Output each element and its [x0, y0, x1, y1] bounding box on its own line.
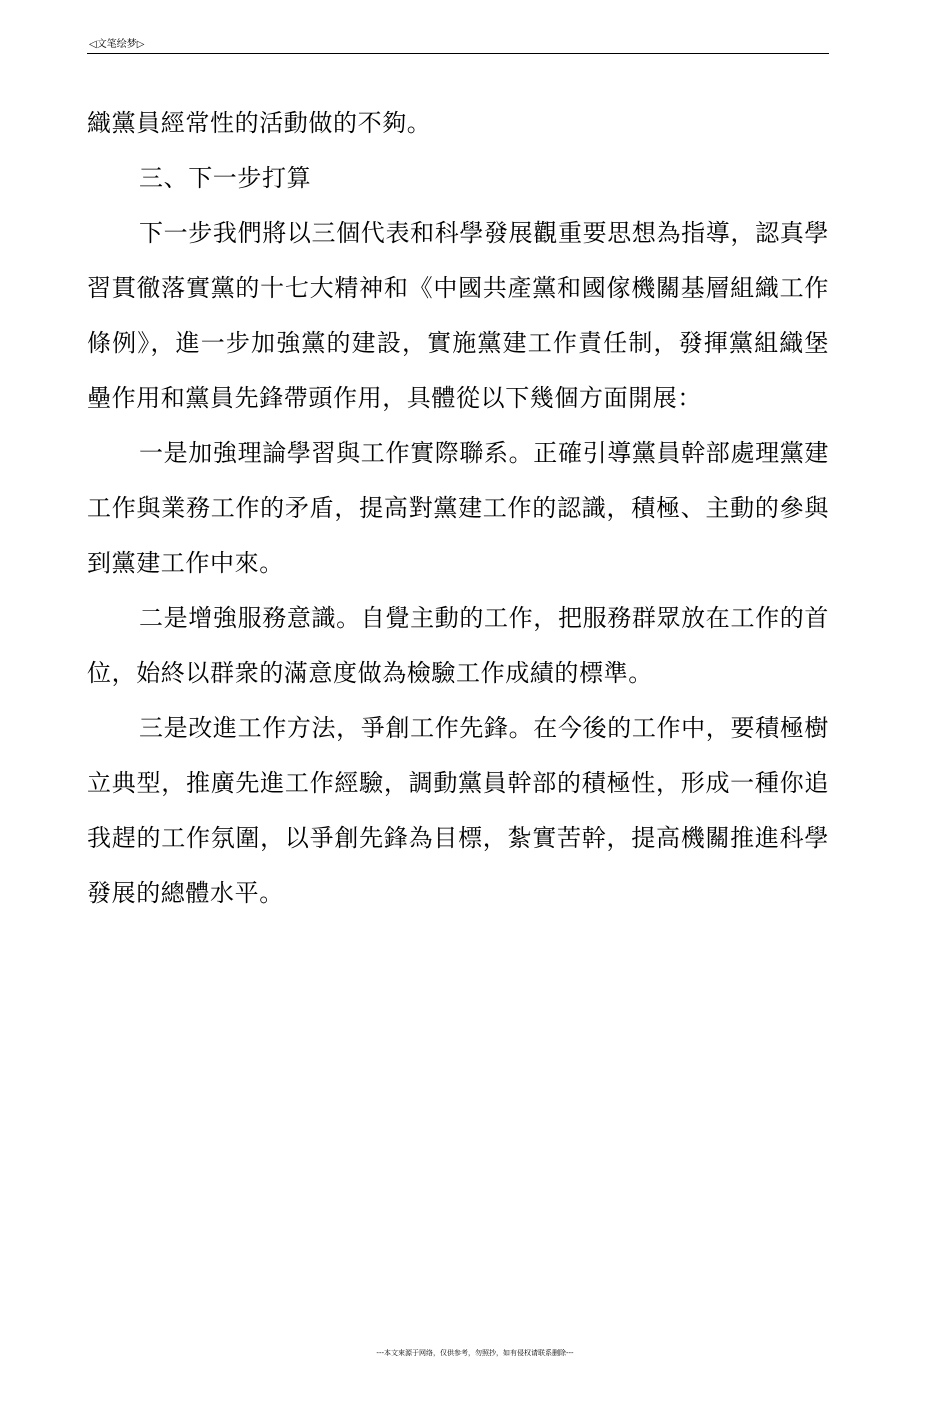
footer-disclaimer: ---本文來源于网络，仅供参考，勿照抄，如有侵权请联系删除--- [376, 1349, 574, 1357]
body-paragraph-plan: 下一步我們將以三個代表和科學發展觀重要思想為指導，認真學習貫徹落實黨的十七大精神和《中國共產黨和國傢機關基層組織工作條例》，進一步加強黨的建設，實施黨建工作責任制，發揮黨組織堡壘作用和黨員先鋒帶頭作用，具體從以下幾個方面開展： [87, 219, 829, 412]
header-divider [87, 53, 829, 54]
body-paragraph-point-three: 三是改進工作方法，爭創工作先鋒。在今後的工作中，要積極樹立典型，推廣先進工作經驗，調動黨員幹部的積極性，形成一種你追我趕的工作氛圍，以爭創先鋒為目標，紮實苦幹，提高機關推進科學發展的總體水平。 [87, 714, 829, 907]
body-paragraph-point-one: 一是加強理論學習與工作實際聯系。正確引導黨員幹部處理黨建工作與業務工作的矛盾，提高對黨建工作的認識，積極、主動的參與到黨建工作中來。 [87, 439, 829, 577]
body-paragraph-point-two: 二是增強服務意識。自覺主動的工作，把服務群眾放在工作的首位，始終以群衆的滿意度做為檢驗工作成績的標準。 [87, 604, 829, 687]
header-label: ◁文笔绘梦▷ [89, 39, 145, 50]
body-paragraph-continuation: 織黨員經常性的活動做的不夠。 [87, 109, 432, 137]
section-heading-next-steps: 三、下一步打算 [139, 164, 312, 192]
document-body [87, 96, 829, 921]
